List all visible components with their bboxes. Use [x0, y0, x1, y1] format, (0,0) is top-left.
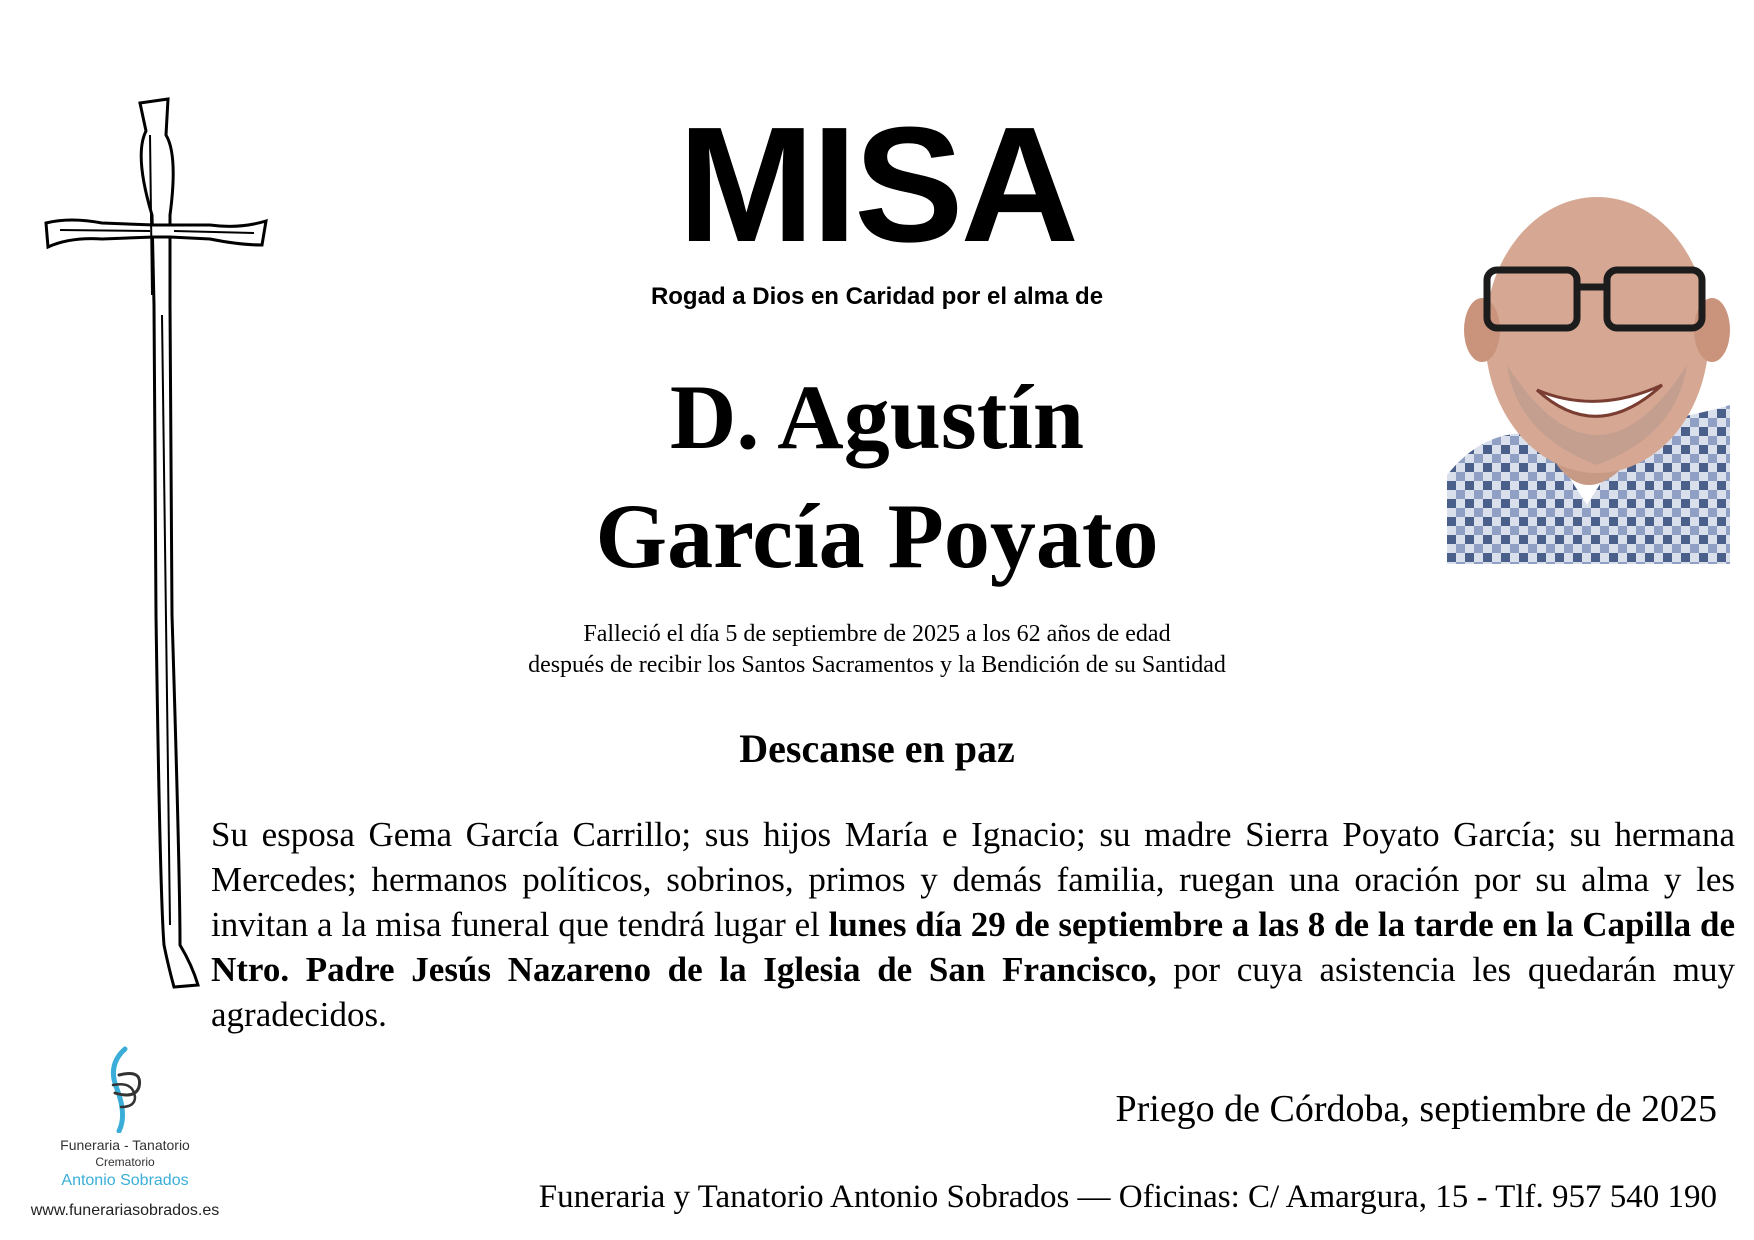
- swirl-logo-icon: [99, 1045, 151, 1133]
- footer-contact: Funeraria y Tanatorio Antonio Sobrados — Oficinas: C/ Amargura, 15 - Tlf. 957 540 190: [538, 1179, 1717, 1215]
- logo-brand: Antonio Sobrados: [61, 1172, 189, 1189]
- logo-title: Funeraria - Tanatorio: [60, 1137, 190, 1153]
- portrait-photo: [1447, 175, 1730, 564]
- deceased-name-first: D. Agustín: [669, 366, 1085, 468]
- sacraments-line: después de recibir los Santos Sacramentos y la Bendición de su Santidad: [528, 652, 1226, 678]
- announcement-intro: Su esposa Gema García Carrillo; sus hijos María e Ignacio; su madre Sierra Poyato García; su hermana Mercedes; hermanos políticos, sobrinos, primos y demás familia, ruegan una oración por su alma y les invitan a la misa funeral que tendrá lugar el: [211, 815, 1735, 944]
- mass-details: lunes día 29 de septiembre a las 8 de la tarde en la Capilla de Ntro. Padre Jesús Nazareno de la Iglesia de San Francisco,: [211, 905, 1735, 989]
- announcement-outro: por cuya asistencia les quedarán muy agradecidos.: [211, 950, 1736, 1034]
- death-info-line: Falleció el día 5 de septiembre de 2025 a los 62 años de edad: [583, 621, 1171, 647]
- prayer-subtitle: Rogad a Dios en Caridad por el alma de: [650, 283, 1104, 310]
- deceased-name-surname: García Poyato: [595, 485, 1159, 587]
- website-link[interactable]: www.funerariasobrados.es: [30, 1202, 220, 1219]
- logo-subtitle: Crematorio: [95, 1155, 155, 1169]
- place-and-date: Priego de Córdoba, septiembre de 2025: [1115, 1088, 1717, 1130]
- funeral-announcement: [211, 812, 1735, 1037]
- rest-in-peace-heading: Descanse en paz: [739, 726, 1015, 771]
- funeral-home-logo: [25, 1045, 225, 1225]
- page-title: MISA: [678, 93, 1076, 276]
